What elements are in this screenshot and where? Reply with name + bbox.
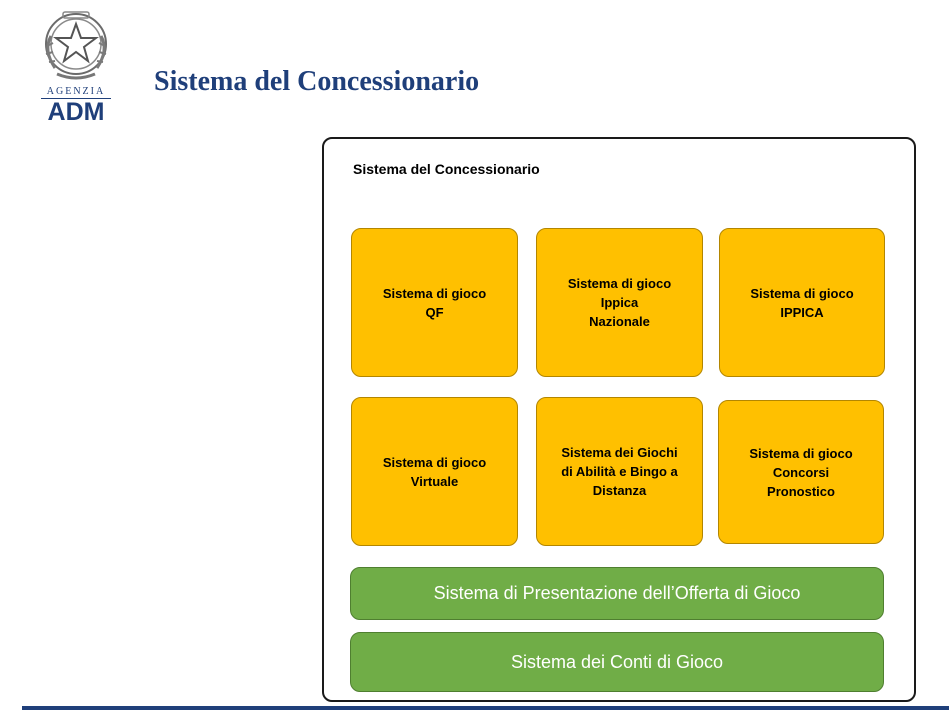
adm-logo xyxy=(37,6,115,124)
game-system-qf: Sistema di gioco QF xyxy=(351,228,518,377)
italian-emblem-icon xyxy=(37,6,115,86)
footer-rule xyxy=(22,706,949,710)
logo-agency-label: AGENZIA xyxy=(46,86,106,97)
game-system-ippica-nazionale: Sistema di gioco Ippica Nazionale xyxy=(536,228,703,377)
logo-brand-label: ADM xyxy=(47,98,105,126)
game-system-concorsi-pronostico: Sistema di gioco Concorsi Pronostico xyxy=(718,400,884,544)
game-accounts-layer: Sistema dei Conti di Gioco xyxy=(350,632,884,692)
container-label: Sistema del Concessionario xyxy=(353,161,540,177)
page-title: Sistema del Concessionario xyxy=(154,66,480,97)
game-system-ippica: Sistema di gioco IPPICA xyxy=(719,228,885,377)
game-system-virtuale: Sistema di gioco Virtuale xyxy=(351,397,518,546)
offer-presentation-layer: Sistema di Presentazione dell’Offerta di Gioco xyxy=(350,567,884,620)
game-system-abilita-bingo: Sistema dei Giochi di Abilità e Bingo a Distanza xyxy=(536,397,703,546)
